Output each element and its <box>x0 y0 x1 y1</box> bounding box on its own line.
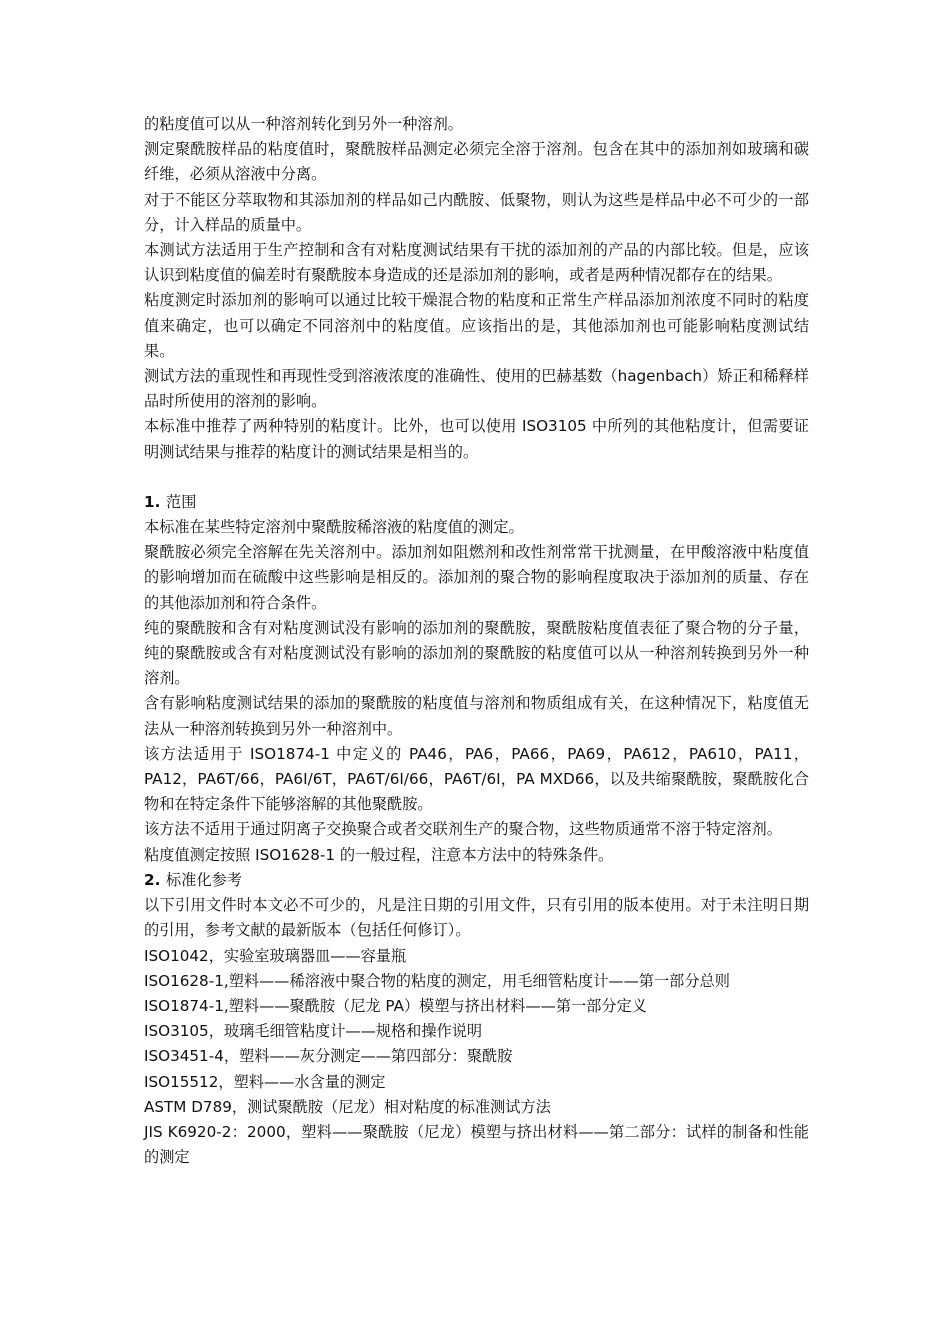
intro-paragraph: 的粘度值可以从一种溶剂转化到另外一种溶剂。 <box>144 115 463 133</box>
scope-paragraph: 该方法不适用于通过阴离子交换聚合或者交联剂生产的聚合物，这些物质通常不溶于特定溶剂。 <box>144 820 782 839</box>
reference-item: ISO1628-1,塑料——稀溶液中聚合物的粘度的测定，用毛细管粘度计——第一部分总则 <box>144 971 730 990</box>
scope-paragraph: 含有影响粘度测试结果的添加的聚酰胺的粘度值与溶剂和物质组成有关，在这种情况下，粘度值无法从一种溶剂转换到另外一种溶剂中。 <box>144 694 809 738</box>
document-body <box>144 112 809 1170</box>
reference-item: JIS K6920-2：2000，塑料——聚酰胺（尼龙）模塑与挤出材料——第二部分：试样的制备和性能的测定 <box>144 1122 809 1167</box>
intro-paragraph: 测试方法的重现性和再现性受到溶液浓度的准确性、使用的巴赫基数（hagenbach）矫正和稀释样品时所使用的溶剂的影响。 <box>144 367 809 411</box>
reference-item: ISO3105，玻璃毛细管粘度计——规格和操作说明 <box>144 1022 483 1041</box>
section-number: 2. <box>144 870 161 889</box>
blank-line <box>144 465 809 490</box>
scope-paragraph: 粘度值测定按照 ISO1628-1 的一般过程，注意本方法中的特殊条件。 <box>144 845 614 864</box>
intro-paragraph: 本标准中推荐了两种特别的粘度计。比外，也可以使用 ISO3105 中所列的其他粘度计，但需要证明测试结果与推荐的粘度计的测试结果是相当的。 <box>144 417 809 461</box>
intro-paragraph: 测定聚酰胺样品的粘度值时，聚酰胺样品测定必须完全溶于溶剂。包含在其中的添加剂如玻璃和碳纤维，必须从溶液中分离。 <box>144 140 809 184</box>
section-number: 1. <box>144 492 161 511</box>
reference-item: ISO1042，实验室玻璃器皿——容量瓶 <box>144 946 407 965</box>
section-title: 标准化参考 <box>166 870 242 889</box>
reference-item: ISO1874-1,塑料——聚酰胺（尼龙 PA）模塑与挤出材料——第一部分定义 <box>144 996 647 1015</box>
section-heading-normative-references <box>144 868 809 893</box>
scope-paragraph: 该方法适用于 ISO1874-1 中定义的 PA46，PA6，PA66，PA69，PA612，PA610，PA11，PA12，PA6T/66，PA6I/6T，PA6T/6I/66，PA6T/6I，PA MXD66，以及共缩聚酰胺，聚酰胺化合物和在特定条件下能够溶解的其他聚酰胺。 <box>144 744 809 814</box>
scope-paragraph: 本标准在某些特定溶剂中聚酰胺稀溶液的粘度值的测定。 <box>144 518 524 537</box>
section-heading-scope <box>144 490 809 515</box>
section-title: 范围 <box>166 492 197 511</box>
reference-item: ISO15512，塑料——水含量的测定 <box>144 1072 386 1091</box>
references-intro: 以下引用文件时本文必不可少的，凡是注日期的引用文件，只有引用的版本使用。对于未注明日期的引用，参考文献的最新版本（包括任何修订）。 <box>144 896 809 940</box>
scope-paragraph: 聚酰胺必须完全溶解在先关溶剂中。添加剂如阻燃剂和改性剂常常干扰测量，在甲酸溶液中粘度值的影响增加而在硫酸中这些影响是相反的。添加剂的聚合物的影响程度取决于添加剂的质量、存在的其他添加剂和符合条件。 <box>144 543 809 612</box>
reference-item: ISO3451-4，塑料——灰分测定——第四部分：聚酰胺 <box>144 1047 513 1066</box>
intro-paragraph: 本测试方法适用于生产控制和含有对粘度测试结果有干扰的添加剂的产品的内部比较。但是，应该认识到粘度值的偏差时有聚酰胺本身造成的还是添加剂的影响，或者是两种情况都存在的结果。 <box>144 241 809 285</box>
intro-paragraph: 对于不能区分萃取物和其添加剂的样品如己内酰胺、低聚物，则认为这些是样品中必不可少的一部分，计入样品的质量中。 <box>144 190 809 234</box>
reference-item: ASTM D789，测试聚酰胺（尼龙）相对粘度的标准测试方法 <box>144 1097 551 1116</box>
scope-paragraph: 纯的聚酰胺和含有对粘度测试没有影响的添加剂的聚酰胺，聚酰胺粘度值表征了聚合物的分子量，纯的聚酰胺或含有对粘度测试没有影响的添加剂的聚酰胺的粘度值可以从一种溶剂转换到另外一种溶剂。 <box>144 618 809 688</box>
intro-paragraph: 粘度测定时添加剂的影响可以通过比较干燥混合物的粘度和正常生产样品添加剂浓度不同时的粘度值来确定，也可以确定不同溶剂中的粘度值。应该指出的是，其他添加剂也可能影响粘度测试结果。 <box>144 291 809 360</box>
